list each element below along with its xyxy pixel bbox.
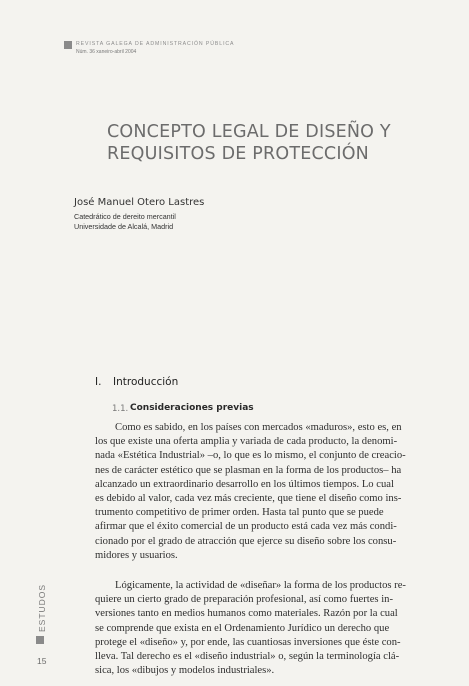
text-line: Como es sabido, en los países con mercados «maduros», esto es, en [115,422,402,433]
text-line: versiones tanto en medios humanos como materiales. Razón por la cual [95,608,398,620]
body-paragraph-2 [95,579,451,678]
text-line: Lógicamente, la actividad de «diseñar» la forma de los productos re- [115,580,406,591]
text-line: se comprende que exista en el Ordenamiento Jurídico un derecho que [95,622,390,634]
text-line: sica, los «dibujos y modelos industriales». [95,665,275,677]
text-line: lleva. Tal derecho es el «diseño industrial» o, según la terminología clá- [95,651,400,663]
text-line: es debido al valor, cada vez más creciente, que tiene el diseño como ins- [95,493,402,505]
author-name: José Manuel Otero Lastres [74,197,205,208]
subsection-number: 1.1. [112,404,129,414]
affiliation-line: Catedrático de dereito mercantil [74,212,176,221]
article-title-line: REQUISITOS DE PROTECCIÓN [107,144,369,164]
section-number: I. [95,376,102,388]
article-title-line: CONCEPTO LEGAL DE DISEÑO Y [107,122,391,142]
side-square-mark [36,636,44,644]
text-line: nada «Estética Industrial» –o, lo que es lo mismo, el conjunto de creacio- [95,450,406,462]
text-line: alcanzado un extraordinario desarrollo en los últimos tiempos. Lo cual [95,478,394,490]
text-line: nes de carácter estético que se plasman en la forma de los productos– ha [95,464,402,476]
subsection-title: Consideraciones previas [130,403,254,413]
body-paragraph-1 [95,421,451,563]
header-square-mark [64,41,72,49]
text-line: trumento competitivo de primer orden. Hasta tal punto que se puede [95,507,384,519]
section-title: Introducción [113,376,179,388]
affiliation-line: Universidade de Alcalá, Madrid [74,222,174,231]
author-affiliation [74,212,176,232]
issue-info: Núm. 36 xaneiro-abril 2004 [76,49,137,55]
page-number: 15 [37,656,47,666]
journal-name: REVISTA GALEGA DE ADMINISTRACIÓN PÚBLICA [76,41,235,47]
article-title [107,121,407,165]
text-line: los que existe una oferta amplia y variada de cada producto, la denomi- [95,436,398,448]
text-line: afirmar que el éxito comercial de un producto está cada vez más condi- [95,521,397,533]
text-line: cionado por el grado de atracción que ejerce su diseño sobre los consu- [95,535,397,547]
section-side-label: ESTUDOS [37,583,47,632]
text-line: protege el «diseño» y, por ende, las cuantiosas inversiones que éste con- [95,636,401,648]
text-line: quiere un cierto grado de preparación profesional, así como fuertes in- [95,594,393,606]
text-line: midores y usuarios. [95,549,178,561]
